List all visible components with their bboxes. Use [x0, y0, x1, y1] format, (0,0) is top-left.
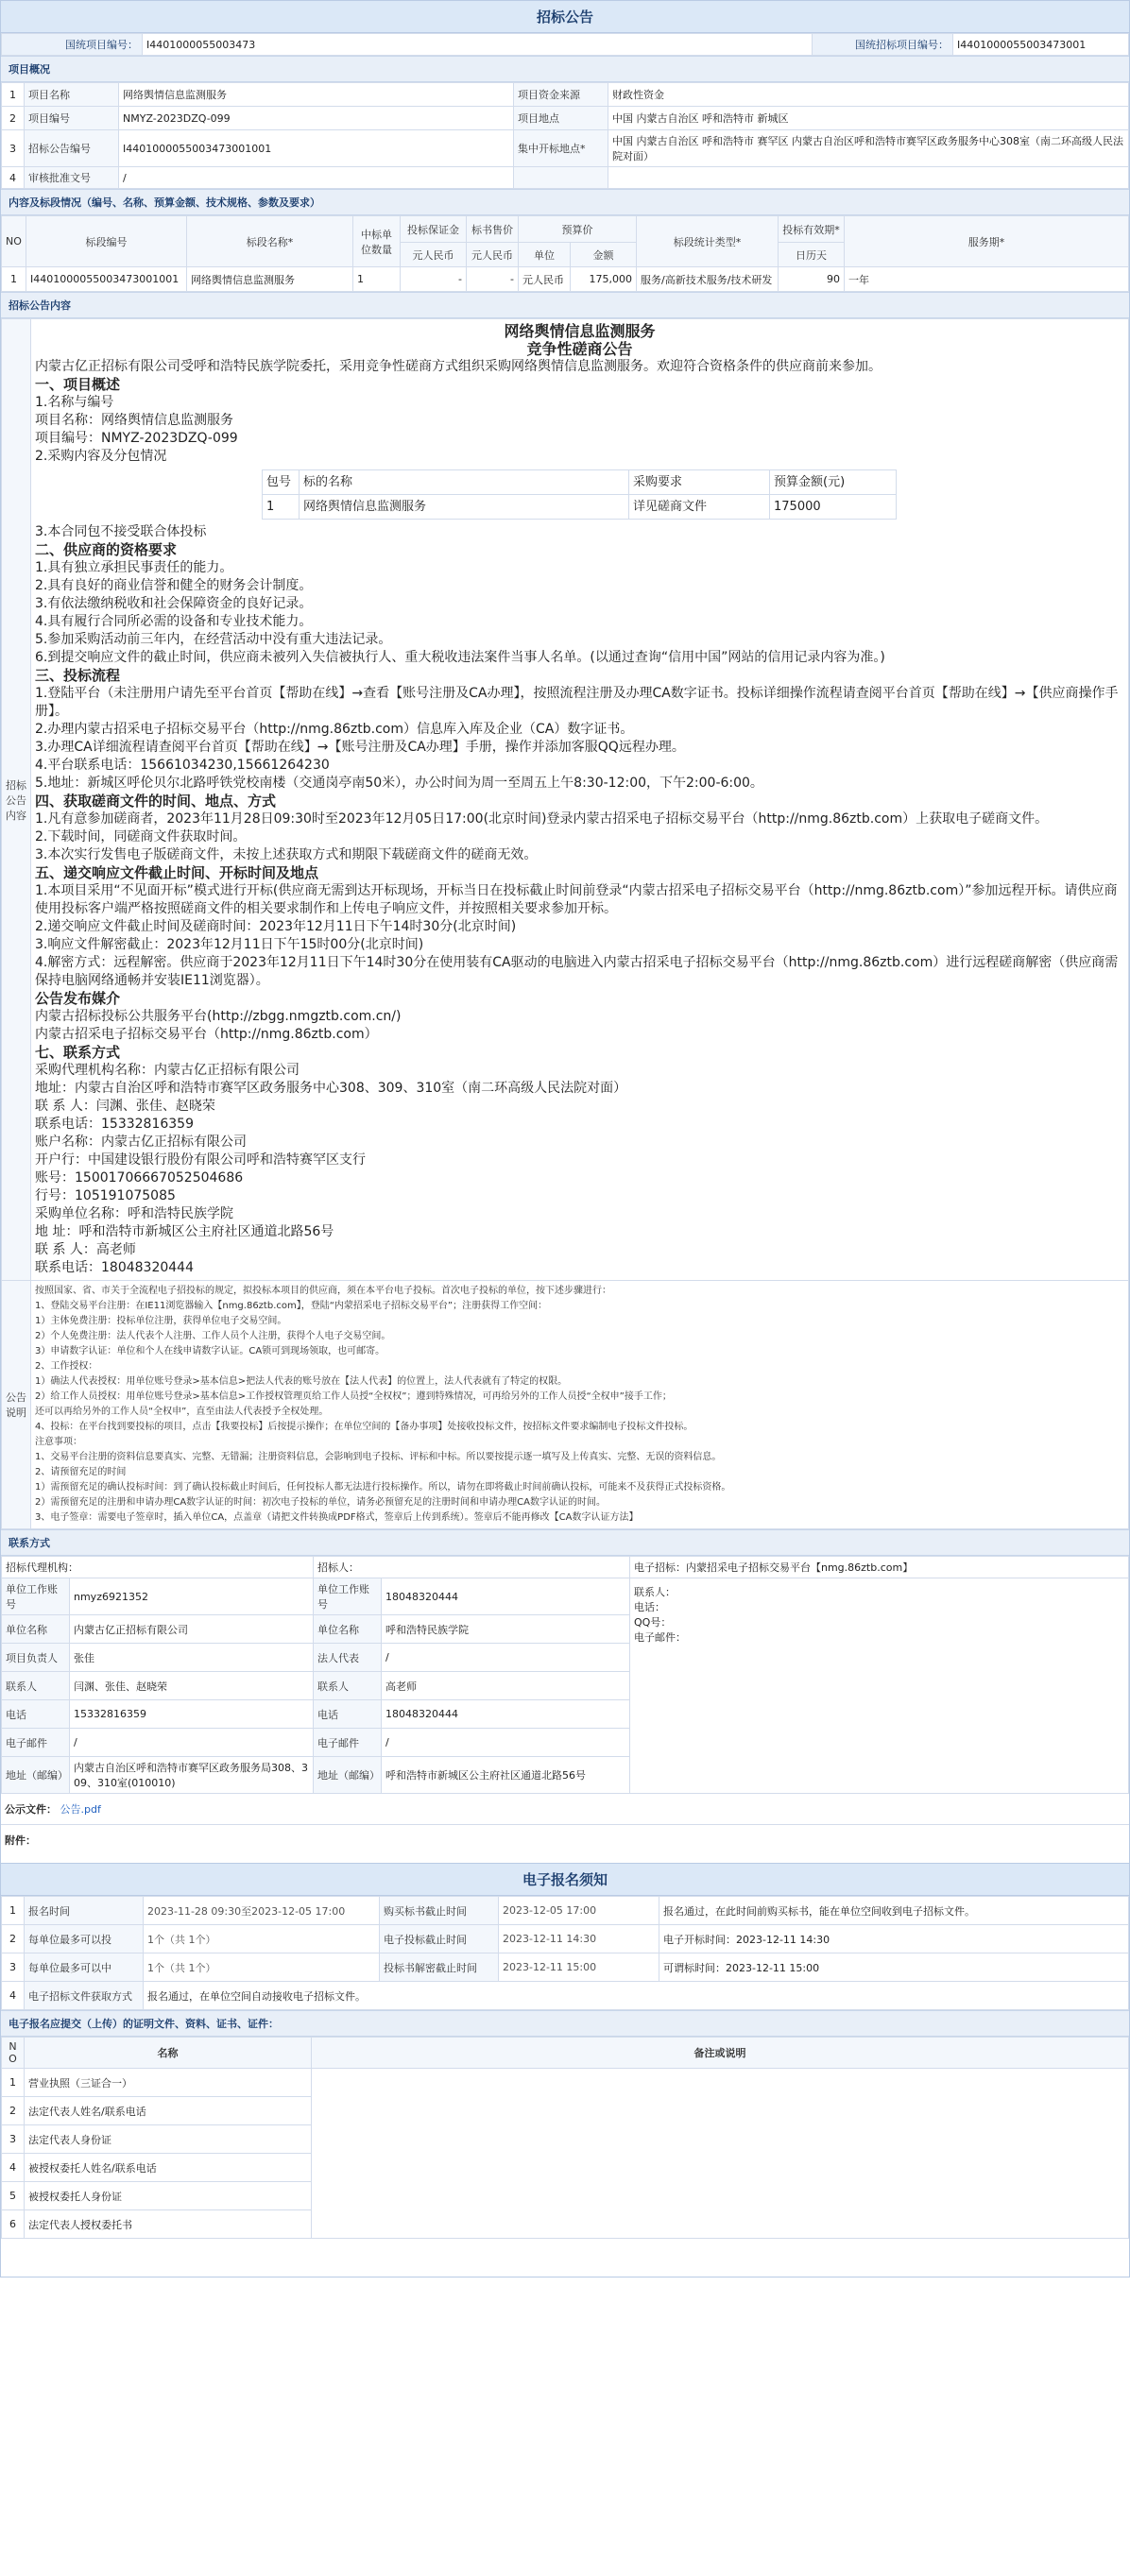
col-budget-amount: 金额 [571, 243, 637, 267]
platform-value: 内蒙招采电子招标交易平台【nmg.86ztb.com】 [686, 1561, 914, 1574]
paragraph: 4.具有履行合同所必需的设备和专业技术能力。 [35, 614, 313, 629]
pkg-col-name: 标的名称 [300, 470, 629, 495]
doc-name: 法定代表人姓名/联系电话 [25, 2097, 312, 2125]
heading-obtain: 四、获取磋商文件的时间、地点、方式 [35, 793, 277, 810]
col-budget: 预算价 [519, 216, 637, 243]
paragraph: 地址：内蒙古自治区呼和浩特市赛罕区政务服务中心308、309、310室（南二环高级人民法院对面） [35, 1081, 627, 1096]
field-value: 18048320444 [382, 1700, 630, 1729]
paragraph: 2.采购内容及分包情况 [35, 449, 167, 464]
cell-doc-fee: - [467, 267, 519, 292]
field-label: 招标公告编号 [25, 130, 119, 167]
field-label: 集中开标地点* [514, 130, 608, 167]
field-label: 联系人 [314, 1672, 382, 1700]
bid-no-value: I4401000055003473001 [953, 34, 1129, 56]
field-label: 项目负责人 [2, 1644, 70, 1672]
project-no-value: I4401000055003473 [143, 34, 813, 56]
cell-award-count: 1 [353, 267, 401, 292]
paragraph: 联 系 人：闫渊、张佳、赵晓荣 [35, 1099, 215, 1114]
field-value: 内蒙古亿正招标有限公司 [70, 1615, 314, 1644]
paragraph: 2.具有良好的商业信誉和健全的财务会计制度。 [35, 578, 313, 593]
field-value [608, 167, 1129, 189]
row-number: 3 [2, 1953, 25, 1982]
pkg-col-budget: 预算金额(元) [770, 470, 897, 495]
overview-table [1, 82, 1129, 189]
paragraph: 4.解密方式：远程解密。供应商于2023年12月11日下午14时30分在使用装有CA驱动的电脑进入内蒙古招采电子招标交易平台（http://nmg.86ztb.com）进行远程磋商解密（供应商需保持电脑网络通畅并安装IE11浏览器）。 [35, 955, 1119, 988]
paragraph: 5.地址：新城区呼伦贝尔北路呼铁党校南楼（交通岗亭南50米），办公时间为周一至周五上午8:30-12:00，下午2:00-6:00。 [35, 776, 763, 791]
field-value: 张佳 [70, 1644, 314, 1672]
explain-line: 4、投标：在平台找到要投标的项目，点击【我要投标】后按提示操作；在单位空间的【备办事项】处接收投标文件，按招标文件要求编制电子投标文件投标。 [35, 1422, 693, 1432]
cell-budget-unit: 元人民币 [519, 267, 571, 292]
paragraph: 开户行：中国建设银行股份有限公司呼和浩特赛罕区支行 [35, 1152, 366, 1168]
pkg-cell-name: 网络舆情信息监测服务 [300, 495, 629, 520]
pkg-col-no: 包号 [263, 470, 300, 495]
platform-email-label: 电子邮件： [634, 1631, 686, 1644]
cell-lot-name: 网络舆情信息监测服务 [187, 267, 353, 292]
field-label: 地址（邮编） [2, 1757, 70, 1794]
col-no: NO [2, 216, 26, 267]
field-label: 项目编号 [25, 107, 119, 130]
cell-deposit: - [401, 267, 467, 292]
field-label: 购买标书截止时间 [380, 1897, 499, 1925]
doc-name: 法定代表人授权委托书 [25, 2210, 312, 2239]
field-label: 每单位最多可以投 [25, 1925, 144, 1953]
notice-intro: 内蒙古亿正招标有限公司受呼和浩特民族学院委托，采用竞争性磋商方式组织采购网络舆情信息监测服务。欢迎符合资格条件的供应商前来参加。 [35, 359, 882, 374]
heading-qualification: 二、供应商的资格要求 [35, 541, 178, 558]
col-deposit: 投标保证金 [401, 216, 467, 243]
col-name: 名称 [25, 2038, 312, 2069]
field-value: I4401000055003473001001 [119, 130, 514, 167]
field-value: NMYZ-2023DZQ-099 [119, 107, 514, 130]
table-row [2, 2069, 1129, 2097]
doc-no: 6 [2, 2210, 25, 2239]
page-title: 招标公告 [1, 1, 1129, 33]
cell-service-period: 一年 [845, 267, 1129, 292]
field-value: 中国 内蒙古自治区 呼和浩特市 新城区 [608, 107, 1129, 130]
explain-line: 1）主体免费注册：投标单位注册，获得单位电子交易空间。 [35, 1316, 287, 1326]
heading-deadline: 五、递交响应文件截止时间、开标时间及地点 [35, 864, 319, 881]
table-row [2, 267, 1129, 292]
paragraph: 3.有依法缴纳税收和社会保障资金的良好记录。 [35, 596, 313, 611]
field-label: 单位名称 [314, 1615, 382, 1644]
paragraph: 地 址：呼和浩特市新城区公主府社区通道北路56号 [35, 1224, 334, 1239]
field-value: nmyz6921352 [70, 1578, 314, 1615]
doc-no: 5 [2, 2182, 25, 2210]
field-value: / [70, 1729, 314, 1757]
field-value: 闫渊、张佳、赵晓荣 [70, 1672, 314, 1700]
field-label: 地址（邮编） [314, 1757, 382, 1794]
field-value: 网络舆情信息监测服务 [119, 83, 514, 107]
paragraph: 项目编号：NMYZ-2023DZQ-099 [35, 431, 238, 446]
paragraph: 3.响应文件解密截止：2023年12月11日下午15时00分(北京时间) [35, 937, 424, 952]
project-number-bar [1, 33, 1129, 56]
cell-lot-code: I4401000055003473001001 [26, 267, 187, 292]
field-value: 报名通过，在单位空间自动接收电子招标文件。 [144, 1982, 1129, 2010]
explain-line: 2）个人免费注册：法人代表个人注册、工作人员个人注册，获得个人电子交易空间。 [35, 1331, 391, 1341]
heading-media: 公告发布媒介 [35, 990, 121, 1007]
field-label: 投标书解密截止时间 [380, 1953, 499, 1982]
col-fee-unit: 元人民币 [467, 243, 519, 267]
col-budget-unit: 单位 [519, 243, 571, 267]
contact-table [1, 1556, 1129, 1794]
platform-label: 电子招标： [634, 1561, 686, 1574]
field-label: 单位工作账号 [314, 1578, 382, 1615]
explain-line: 1、登陆交易平台注册：在IE11浏览器输入【nmg.86ztb.com】，登陆“内蒙招采电子招标交易平台”；注册获得工作空间： [35, 1301, 548, 1311]
explain-line: 3、电子签章：需要电子签章时，插入单位CA，点盖章（请把文件转换成PDF格式，签章后上传到系统）。签章后不能再修改【CA数字认证方法】 [35, 1512, 639, 1523]
heading-contact: 七、联系方式 [35, 1044, 121, 1061]
paragraph: 账号：15001706667052504686 [35, 1170, 244, 1186]
project-no-label: 国统项目编号： [2, 34, 143, 56]
row-number: 3 [2, 130, 25, 167]
explain-line: 1、交易平台注册的资料信息要真实、完整、无错漏；注册资料信息，会影响到电子投标、评标和中标。所以要按提示逐一填写及上传真实、完整、无误的资料信息。 [35, 1452, 722, 1462]
field-label: 单位名称 [2, 1615, 70, 1644]
pkg-col-req: 采购要求 [629, 470, 770, 495]
notice-table [1, 318, 1129, 1529]
field-label: 报名时间 [25, 1897, 144, 1925]
doc-note [312, 2069, 1129, 2239]
heading-overview: 一、项目概述 [35, 376, 121, 393]
col-service-period: 服务期* [845, 216, 1129, 267]
explain-line: 1）需预留充足的确认投标时间：到了确认投标截止时间后，任何投标人都无法进行投标操作。所以，请勿在即将截止时间前确认投标，可能来不及获得正式投标资格。 [35, 1482, 731, 1493]
paragraph: 1.具有独立承担民事责任的能力。 [35, 560, 233, 575]
platform-contact-label: 联系人： [634, 1586, 676, 1598]
lot-table [1, 215, 1129, 292]
row-number: 4 [2, 1982, 25, 2010]
field-value: 2023-12-11 14:30 [499, 1925, 659, 1953]
col-lot-code: 标段编号 [26, 216, 187, 267]
field-value: 财政性资金 [608, 83, 1129, 107]
col-note: 备注或说明 [312, 2038, 1129, 2069]
platform-phone-label: 电话： [634, 1601, 665, 1613]
row-number: 2 [2, 107, 25, 130]
field-label: 电子招标文件获取方式 [25, 1982, 144, 2010]
field-value: 2023-11-28 09:30至2023-12-05 17:00 [144, 1897, 380, 1925]
explain-line: 2）需预留充足的注册和申请办理CA数字认证的时间：初次电子投标的单位，请务必预留充足的注册时间和申请办理CA数字认证的时间。 [35, 1497, 607, 1508]
field-value: 2023-12-05 17:00 [499, 1897, 659, 1925]
explain-line: 注意事项： [35, 1437, 82, 1447]
row-number: 2 [2, 1925, 25, 1953]
paragraph: 3.本次实行发售电子版磋商文件，未按上述获取方式和期限下载磋商文件的磋商无效。 [35, 847, 538, 862]
field-label: 项目资金来源 [514, 83, 608, 107]
field-label: 电子投标截止时间 [380, 1925, 499, 1953]
field-label: 单位工作账号 [2, 1578, 70, 1615]
paragraph: 1.名称与编号 [35, 395, 114, 410]
field-label [514, 167, 608, 189]
paragraph: 项目名称：网络舆情信息监测服务 [35, 413, 233, 428]
pkg-cell-req: 详见磋商文件 [629, 495, 770, 520]
field-label: 法人代表 [314, 1644, 382, 1672]
pkg-cell-no: 1 [263, 495, 300, 520]
cell-no: 1 [2, 267, 26, 292]
field-value: 内蒙古自治区呼和浩特市赛罕区政务服务局308、309、310室(010010) [70, 1757, 314, 1794]
paragraph: 1.登陆平台（未注册用户请先至平台首页【帮助在线】→查看【账号注册及CA办理】，按照流程注册及办理CA数字证书。投标详细操作流程请查阅平台首页【帮助在线】→【供应商操作手册】。 [35, 686, 1119, 719]
explain-line: 1）确法人代表授权：用单位账号登录>基本信息>把法人代表的账号放在【法人代表】的位置上，法人代表就有了特定的权限。 [35, 1376, 568, 1387]
field-value: 中国 内蒙古自治区 呼和浩特市 赛罕区 内蒙古自治区呼和浩特市赛罕区政务服务中心308室（南二环高级人民法院对面） [608, 130, 1129, 167]
overview-section-title: 项目概况 [1, 56, 1129, 82]
public-files-label: 公示文件： [5, 1803, 57, 1816]
field-value: / [382, 1644, 630, 1672]
field-label: 电话 [2, 1700, 70, 1729]
doc-name: 营业执照（三证合一） [25, 2069, 312, 2097]
notice-body [31, 319, 1129, 1281]
heading-process: 三、投标流程 [35, 667, 121, 684]
field-value: / [119, 167, 514, 189]
cell-budget-amount: 175,000 [571, 267, 637, 292]
field-value: 呼和浩特市新城区公主府社区通道北路56号 [382, 1757, 630, 1794]
field-label: 联系人 [2, 1672, 70, 1700]
doc-no: 2 [2, 2097, 25, 2125]
notice-side-label: 招标公告内容 [2, 319, 31, 1281]
field-label: 项目名称 [25, 83, 119, 107]
platform-qq-label: QQ号： [634, 1616, 672, 1629]
field-label: 电子邮件 [314, 1729, 382, 1757]
field-label: 审核批准文号 [25, 167, 119, 189]
contact-section-title: 联系方式 [1, 1529, 1129, 1556]
public-file-link[interactable]: 公告.pdf [60, 1803, 101, 1816]
package-table [262, 469, 897, 520]
paragraph: 1.凡有意参加磋商者，2023年11月28日09:30时至2023年12月05日17:00(北京时间)登录内蒙古招采电子招标交易平台（http://nmg.86ztb.com）上获取电子磋商文件。 [35, 811, 1049, 827]
doc-name: 法定代表人身份证 [25, 2125, 312, 2154]
row-number: 1 [2, 83, 25, 107]
col-award-count: 中标单位数量 [353, 216, 401, 267]
field-value: 1个（共 1个） [144, 1953, 380, 1982]
col-category: 标段统计类型* [637, 216, 779, 267]
doc-name: 被授权委托人姓名/联系电话 [25, 2154, 312, 2182]
ereg-table [1, 1896, 1129, 2010]
field-value: 1个（共 1个） [144, 1925, 380, 1953]
col-validity: 投标有效期* [779, 216, 845, 243]
paragraph: 2.办理内蒙古招采电子招标交易平台（http://nmg.86ztb.com）信息库入库及企业（CA）数字证书。 [35, 722, 634, 737]
paragraph: 采购代理机构名称：内蒙古亿正招标有限公司 [35, 1063, 300, 1078]
col-no: NO [2, 2038, 25, 2069]
paragraph: 2.下载时间，同磋商文件获取时间。 [35, 829, 247, 844]
paragraph: 联系电话：18048320444 [35, 1260, 194, 1275]
paragraph: 1.本项目采用“不见面开标”模式进行开标(供应商无需到达开标现场，开标当日在投标截止时间前登录“内蒙古招采电子招标交易平台（http://nmg.86ztb.com）”参加远程开标。请供应商使用投标客户端严格按照磋商文件的相关要求制作和上传电子响应文件，并按照相关要求参加开标。 [35, 883, 1118, 916]
row-number: 4 [2, 167, 25, 189]
pkg-cell-budget: 175000 [770, 495, 897, 520]
paragraph: 2.递交响应文件截止时间及磋商时间：2023年12月11日下午14时30分(北京时间) [35, 919, 517, 934]
field-value: 呼和浩特民族学院 [382, 1615, 630, 1644]
ereg-title: 电子报名须知 [1, 1863, 1129, 1896]
docs-table [1, 2037, 1129, 2239]
notice-title: 网络舆情信息监测服务 [504, 322, 656, 340]
field-label: 电子邮件 [2, 1729, 70, 1757]
field-label: 电话 [314, 1700, 382, 1729]
paragraph: 内蒙古招标投标公共服务平台(http://zbgg.nmgztb.com.cn/) [35, 1009, 402, 1024]
attachments-label: 附件： [5, 1834, 36, 1847]
explain-line: 还可以再给另外的工作人员“全权申”，直至由法人代表授予全权处理。 [35, 1407, 329, 1417]
cell-validity: 90 [779, 267, 845, 292]
notice-section-title: 招标公告内容 [1, 292, 1129, 318]
paragraph: 3.办理CA详细流程请查阅平台首页【帮助在线】→【账号注册及CA办理】手册，操作并添加客服QQ远程办理。 [35, 740, 685, 755]
explain-line: 3）申请数字认证：单位和个人在线申请数字认证。CA锁可到现场领取，也可邮寄。 [35, 1346, 385, 1356]
field-note: 报名通过，在此时间前购买标书，能在单位空间收到电子招标文件。 [659, 1897, 1129, 1925]
field-label: 项目地点 [514, 107, 608, 130]
paragraph: 4.平台联系电话：15661034230,15661264230 [35, 758, 330, 773]
explain-body [31, 1281, 1129, 1529]
explain-line: 2、请预留充足的时间 [35, 1467, 127, 1477]
col-doc-fee: 标书售价 [467, 216, 519, 243]
paragraph: 联 系 人：高老师 [35, 1242, 136, 1257]
explain-line: 2、工作授权： [35, 1361, 98, 1372]
platform-contact [630, 1578, 1129, 1794]
explain-line: 2）给工作人员授权：用单位账号登录>基本信息>工作授权管理页给工作人员授“全权权”；遵到特殊情况，可再给另外的工作人员授“全权申”接手工作； [35, 1391, 672, 1402]
paragraph: 采购单位名称：呼和浩特民族学院 [35, 1206, 233, 1221]
col-validity-unit: 日历天 [779, 243, 845, 267]
platform-cell [630, 1557, 1129, 1578]
paragraph: 行号：105191075085 [35, 1188, 176, 1203]
public-files [1, 1794, 1129, 1825]
doc-no: 4 [2, 2154, 25, 2182]
col-lot-name: 标段名称* [187, 216, 353, 267]
content-section-title: 内容及标段情况（编号、名称、预算金额、技术规格、参数及要求） [1, 189, 1129, 215]
explain-line: 按照国家、省、市关于全流程电子招投标的规定，拟投标本项目的供应商，须在本平台电子投标。首次电子投标的单位，按下述步骤进行： [35, 1286, 611, 1296]
doc-no: 3 [2, 2125, 25, 2154]
field-note: 可谓标时间：2023-12-11 15:00 [659, 1953, 1129, 1982]
doc-no: 1 [2, 2069, 25, 2097]
field-value: 高老师 [382, 1672, 630, 1700]
col-deposit-unit: 元人民币 [401, 243, 467, 267]
paragraph: 3.本合同包不接受联合体投标 [35, 524, 207, 539]
page-footer-space [1, 2239, 1129, 2277]
tenderer-label: 招标人： [314, 1557, 630, 1578]
doc-name: 被授权委托人身份证 [25, 2182, 312, 2210]
paragraph: 5.参加采购活动前三年内，在经营活动中没有重大违法记录。 [35, 632, 392, 647]
field-value: 2023-12-11 15:00 [499, 1953, 659, 1982]
paragraph: 账户名称：内蒙古亿正招标有限公司 [35, 1134, 247, 1150]
field-label: 每单位最多可以中 [25, 1953, 144, 1982]
field-value: 18048320444 [382, 1578, 630, 1615]
bid-no-label: 国统招标项目编号： [813, 34, 953, 56]
agency-label: 招标代理机构： [2, 1557, 314, 1578]
explain-side-label: 公告说明 [2, 1281, 31, 1529]
paragraph: 6.到提交响应文件的截止时间，供应商未被列入失信被执行人、重大税收违法案件当事人名单。(以通过查询“信用中国”网站的信用记录内容为准。) [35, 650, 885, 665]
field-note: 电子开标时间：2023-12-11 14:30 [659, 1925, 1129, 1953]
field-value: 15332816359 [70, 1700, 314, 1729]
notice-subtitle: 竞争性磋商公告 [526, 340, 633, 358]
row-number: 1 [2, 1897, 25, 1925]
field-value: / [382, 1729, 630, 1757]
cell-category: 服务/高新技术服务/技术研发 [637, 267, 779, 292]
docs-section-title: 电子报名应提交（上传）的证明文件、资料、证书、证件： [1, 2010, 1129, 2037]
paragraph: 联系电话：15332816359 [35, 1117, 194, 1132]
paragraph: 内蒙古招采电子招标交易平台（http://nmg.86ztb.com） [35, 1027, 378, 1042]
